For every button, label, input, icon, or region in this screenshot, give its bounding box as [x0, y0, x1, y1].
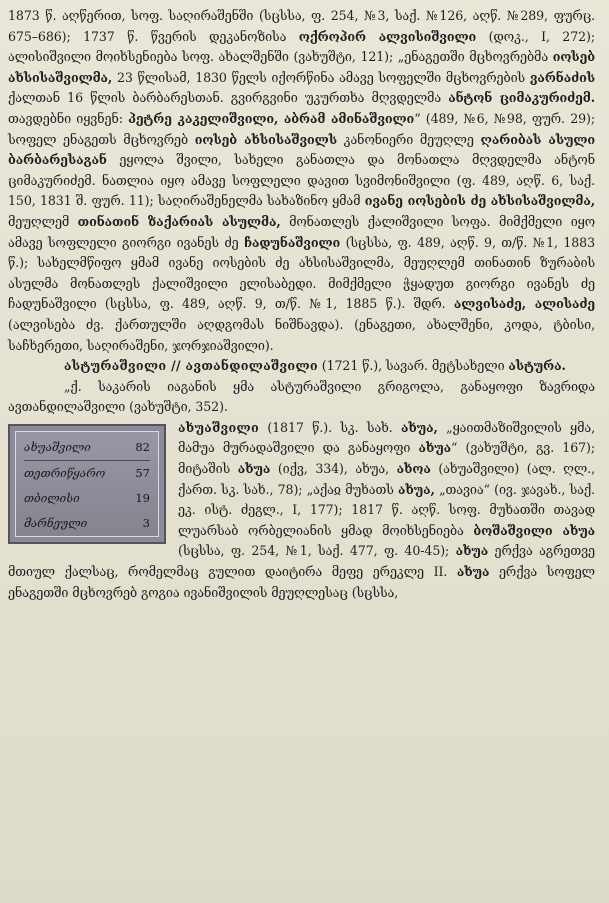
surname-distribution-box — [8, 424, 166, 544]
bold-term: ასტურა. — [508, 358, 566, 374]
text-run: „ყაითმაზიშვილის ყმა, მამუა მურადაშვილი და განაყოფი — [178, 419, 595, 456]
distribution-row — [24, 435, 150, 461]
distribution-label: თბილისი — [24, 490, 80, 505]
text-run: მეუღლემ — [8, 213, 78, 229]
entry-headword: ახუაშვილი — [178, 419, 259, 435]
text-run: თავდებნი იყვნენ: — [8, 110, 129, 126]
text-run: მონათლეს ქალიშვილი სოფა. მიმქმელი იყო ამავე სოფლელი გიორგი ივანეს ძე — [8, 213, 595, 250]
text-run: (ალვისება ძვ. ქართულში აღდგომას ნიშნავდა). (ენაგეთი, ახალშენი, კოდა, ტბისი, საჩხერეთი, საღირაშენი, ჯორჯიაშვილი). — [8, 316, 595, 353]
bold-term: ახუა, — [401, 419, 438, 435]
bold-term: ღარიბას ასული ბარბარესაგან — [8, 131, 595, 168]
bold-term: ბოშაშვილი ახუა — [473, 522, 595, 538]
text-run: „ქ. საკარის იაგანის ყმა ასტურაშვილი გრიგოლა, განაყოფი ზავრიდა ავთანდილაშვილი (ვახუშტი, 352). — [8, 378, 595, 415]
text-run: “ (ვახუშტი, გვ. 167); მიტაშის — [178, 440, 595, 477]
distribution-count: 82 — [135, 439, 150, 454]
entry-asturashvili — [8, 356, 595, 377]
text-run: (სცსსა, ფ. 489, აღწ. 9, თ/წ. №1, 1883 წ.); სახელმწიფო ყმამ ივანე იოსების ძე ახსისაშვილმა, მეუღლემ თინათინ ზურაბის ასულმა მონათლეს ქალიშვილი ელისაბედი. მიმქმელი ჭყადუთ გიორგი ივანეს ძე ჩადუნაშვილი (სცსსა, ფ. 489, აღწ. 9, თ/წ. №1, 1885 წ.). შდრ. — [8, 234, 596, 312]
text-run: 23 წლისამ, 1830 წელს იქორწინა ამავე სოფელში მცხოვრების — [112, 69, 530, 85]
bold-term: ივანე იოსების ძე ახსისაშვილმა, — [364, 193, 595, 209]
text-run: (სცსსა, ფ. 254, №1, საქ. 477, ფ. 40-45); — [178, 543, 456, 559]
distribution-count: 19 — [135, 490, 150, 505]
distribution-row — [24, 461, 150, 486]
distribution-row — [24, 511, 150, 536]
text-run: “ (489, №6, №98, ფურ. 29); სოფელ ენაგეთს მცხოვრებ — [8, 110, 595, 147]
distribution-row — [24, 486, 150, 511]
text-run: (1721 წ.), სავარ. მეტსახელი — [317, 358, 509, 374]
distribution-label: მარნეული — [24, 515, 88, 530]
bold-term: ალვისაძე, ალისაძე — [453, 296, 595, 312]
text-run: (იქვ, 334), ახუა, — [270, 461, 397, 477]
bold-term: ახოა — [396, 461, 431, 477]
bold-term: იოსებ ახსისაშვილმა, — [8, 49, 595, 85]
bold-term: ახუა — [455, 543, 489, 559]
text-run: კანონიერი მეუღლე — [336, 131, 481, 147]
bold-term: ახუა — [237, 461, 271, 477]
bold-term: თინათინ ზაქარიას ასულმა, — [77, 213, 281, 229]
entry-headword: ასტურაშვილი // ავთანდილაშვილი — [64, 358, 318, 374]
bold-term: ვარნაძის — [529, 69, 595, 85]
text-run: 1873 წ. აღწერით, სოფ. საღირაშენში (სცსსა, ფ. 254, №3, საქ. №126, აღწ. №289, ფურც. 675–686); 1737 წ. წვერის დეკანოზისა — [8, 8, 595, 44]
distribution-count: 57 — [135, 465, 150, 480]
distribution-label: ახუაშვილი — [24, 439, 91, 454]
bold-term: ახუა, — [398, 481, 435, 497]
text-run: ქალთან 16 წლის ბარბარესთან. გვირგვინი უკურთხა მღვდელმა — [8, 90, 449, 106]
text-run: (დოკ., I, 272); ალისიშვილი მოიხსენიება სოფ. ახალშენში (ვახუშტი, 121); „ენაგეთში მცხოვრებმა — [8, 28, 595, 65]
text-run: ერქვა სოფელ ენაგეთში მცხოვრებ გოგია ივანიშვილის მეუღლესაც (სცსსა, — [8, 564, 595, 600]
distribution-count: 3 — [142, 515, 150, 530]
bold-term: ჩადუნაშვილი — [244, 234, 341, 250]
bold-term: იოსებ ახსისაშვილს — [194, 131, 337, 147]
bold-term: პეტრე კაკელიშვილი, აბრამ ამინაშვილი — [128, 110, 415, 126]
text-run: ეყოლა შვილი, სახელი განათლა და მონათლა მღვდელმა ანტონ ციმაკურიძემ. ნათლია იყო ამავე სოფლელი დავით სვიმონიშვილი (ფ. 489, აღწ. 6, საქ. 150, 1831 შ. ფურ. 11); საღირაშენელმა სახაზინო ყმამ — [8, 152, 595, 209]
bold-term: ოქროპირ ალვისიშვილი — [298, 28, 477, 44]
text-run: (1817 წ.). სკ. სახ. — [258, 419, 402, 435]
entry-asturashvili-quote — [8, 377, 595, 418]
bold-term: ახუა — [456, 564, 490, 580]
entry-paragraph-1 — [8, 6, 595, 356]
text-run: „თავია“ (ივ. ჯავახ., საქ. ეკ. ისტ. ძეგლ., I, 177); 1817 წ. აღწ. სოფ. მუხათში თავად ლუარსაბ ორბელიანის ყმად მოიხსენიება — [178, 481, 595, 538]
bold-term: ახუა — [418, 440, 451, 456]
text-run: ერქვა აგრეთვე მთიულ ქალსაც, რომელმაც გულით დაიტირა მეფე ერეკლე II. — [8, 543, 595, 580]
surname-distribution-inner — [15, 431, 159, 537]
text-run: (ახუაშვილი) (ალ. ღლ., ქართ. სკ. სახ., 78); „აქაჲ მუხათს — [178, 461, 596, 497]
distribution-label: თეთრიწყარო — [24, 465, 106, 480]
bold-term: ანტონ ციმაკურიძემ. — [448, 90, 595, 106]
entry-akhuashvili-block — [8, 418, 595, 603]
